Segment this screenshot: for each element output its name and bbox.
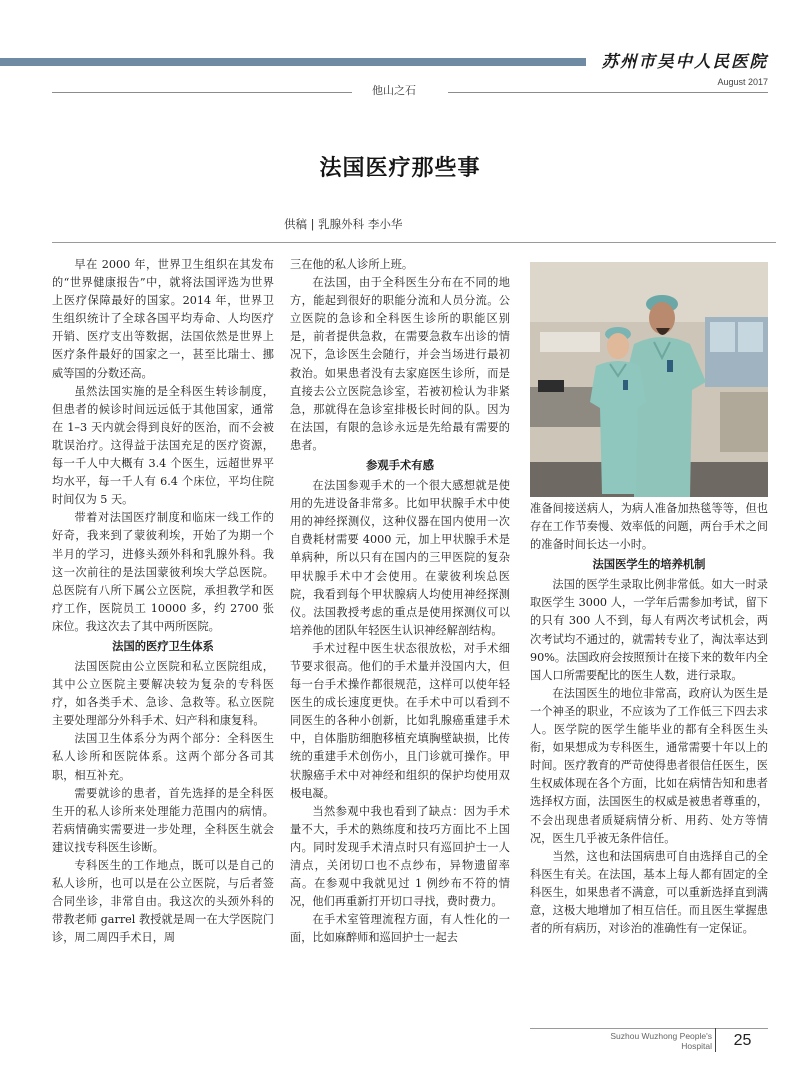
page-number: 25 xyxy=(715,1028,769,1052)
paragraph: 虽然法国实施的是全科医生转诊制度，但患者的候诊时间远远低于其他国家，通常在 1–3 天内就会得到良好的医治，而不会被耽误治疗。这得益于法国充足的医疗资源，每一千人中大概有 3.4 个医生，远超世界平均水平，每一千人有 6.4 个床位，平均住院时间仅为 5 天。 xyxy=(52,384,274,507)
article-photo xyxy=(530,262,768,497)
section-name: 他山之石 xyxy=(372,84,416,97)
header-rule-right xyxy=(448,92,768,93)
issue-date: August 2017 xyxy=(717,77,768,87)
section-heading: 法国的医疗卫生体系 xyxy=(112,639,214,653)
paragraph: 在法国医生的地位非常高，政府认为医生是一个神圣的职业，不应该为了工作低三下四去求人。医学院的医学生能毕业的都有全科医生头衔，如果想成为专科医生，通常需要十年以上的时间。医疗教育的严苛使得患者很信任医生，医生权威体现在各个方面，比如在病情告知和患者选择权方面，法国医生的权威是被患者尊重的，不会出现患者质疑病情分析、用药、处方等情况，医生几乎被无条件信任。 xyxy=(530,686,768,845)
article-column-1 xyxy=(52,256,274,947)
section-heading: 参观手术有感 xyxy=(366,459,434,473)
paragraph: 准备间接送病人，为病人准备加热毯等等，但也存在工作节奏慢、效率低的问题，两台手术之间的准备时间长达一小时。 xyxy=(530,502,768,552)
header-accent-bar xyxy=(0,58,586,66)
paragraph: 法国医院由公立医院和私立医院组成，其中公立医院主要解决较为复杂的专科医疗，如各类手术、急诊、急救等。私立医院主要处理部分外科手术、妇产科和康复科。 xyxy=(52,659,274,728)
article-title: 法国医疗那些事 xyxy=(319,156,481,181)
paragraph: 法国卫生体系分为两个部分：全科医生私人诊所和医院体系。这两个部分各司其职，相互补充。 xyxy=(52,732,274,782)
paragraph: 在法国，由于全科医生分布在不同的地方，能起到很好的职能分流和人员分流。公立医院的急诊和全科医生诊所的职能区别是，前者提供急救，在需要急救车出诊的情况下，急诊医生会随行，并会当场进行最初救治。如果患者没有去家庭医生诊所，而是直接去公立医院急诊室，若被初检认为非紧急，那就得在急诊室排极长时间的队。因为在法国，有限的急诊永远是先给最有需要的患者。 xyxy=(290,276,510,452)
paragraph: 手术过程中医生状态很放松，对手术细节要求很高。他们的手术量并没国内大，但每一台手术操作都很规范，这样可以使年轻医生的成长速度更快。在手术中可以看到不同医生的各种小创新，比如乳腺癌重建手术中，自体脂肪细胞移植充填胸壁缺损，比传统的重建手术创伤小，且门诊就可操作。甲状腺癌手术中对神经和组织的保护均使用双极电凝。 xyxy=(290,641,510,800)
paragraph: 在法国参观手术的一个很大感想就是使用的先进设备非常多。比如甲状腺手术中使用的神经探测仪，这种仪器在国内使用一次自费耗材需要 4000 元，加上甲状腺手术是单病种，所以只有在国内的三甲医院的复杂甲状腺手术中才会使用。在蒙彼利埃总医院，我看到每个甲状腺病人均使用神经探测仪。法国教授考虑的重点是使用探测仪可以培养他的团队年轻医生认识神经解剖结构。 xyxy=(290,479,510,637)
header-rule-left xyxy=(52,92,352,93)
paragraph: 当然参观中我也看到了缺点：因为手术量不大，手术的熟练度和技巧方面比不上国内。同时发现手术清点时只有巡回护士一人清点，关闭切口也不点纱布，异物遗留率高。在参观中我就见过 1 例纱布不符的情况，他们再重新打开切口寻找，费时费力。 xyxy=(290,804,510,909)
paragraph: 早在 2000 年，世界卫生组织在其发布的“世界健康报告”中，就将法国评选为世界上医疗保障最好的国家。2014 年，世界卫生组织统计了全球各国平均寿命、人均医疗开销、医疗支出等数据，法国依然是世界上医疗条件最好的国家之一，甚至比瑞士、挪威等国的分数还高。 xyxy=(52,258,274,380)
paragraph: 需要就诊的患者，首先选择的是全科医生开的私人诊所来处理能力范围内的病情。若病情确实需要进一步处理，全科医生就会建议找专科医生诊断。 xyxy=(52,786,274,854)
paragraph: 在手术室管理流程方面，有人性化的一面，比如麻醉师和巡回护士一起去 xyxy=(290,913,510,945)
paragraph: 法国的医学生录取比例非常低。如大一时录取医学生 3000 人，一学年后需参加考试，留下的只有 300 人不到，每人有两次考试机会，两次考试均不通过的，就需转专业了，淘汰率达到 90%。法国政府会按照预计在接下来的数年内全国人口所需要配比的医生人数，进行录取。 xyxy=(530,578,768,682)
paragraph: 专科医生的工作地点，既可以是自己的私人诊所，也可以是在公立医院，与后者签合同坐诊，非常自由。我这次的头颈外科的带教老师 garrel 教授就是周一在大学医院门诊，周二周四手术日，周 xyxy=(52,859,274,945)
hospital-name-logo: 苏州市吴中人民医院 xyxy=(601,52,768,71)
footer-hospital-name: Suzhou Wuzhong People's Hospital xyxy=(610,1031,712,1051)
photo-illustration xyxy=(530,262,768,497)
article-column-2 xyxy=(290,256,510,947)
article-byline: 供稿 | 乳腺外科 李小华 xyxy=(284,217,403,231)
article-column-3 xyxy=(530,500,768,938)
paragraph: 当然，这也和法国病患可自由选择自己的全科医生有关。在法国，基本上每人都有固定的全科医生，如果患者不满意，可以重新选择直到满意，这极大地增加了相互信任。而且医生掌握患者的所有病历，对诊治的准确性有一定保证。 xyxy=(530,849,768,936)
byline-rule xyxy=(52,242,776,243)
paragraph: 三在他的私人诊所上班。 xyxy=(290,258,414,271)
paragraph: 带着对法国医疗制度和临床一线工作的好奇，我来到了蒙彼利埃，开始了为期一个半月的学习，进修头颈外科和乳腺外科。我这一次前往的是法国蒙彼利埃大学总医院。总医院有八所下属公立医院，承担教学和医疗工作，医院员工 10000 多，约 2700 张床位。我这次去了其中两所医院。 xyxy=(52,511,274,633)
section-heading: 法国医学生的培养机制 xyxy=(592,558,706,572)
